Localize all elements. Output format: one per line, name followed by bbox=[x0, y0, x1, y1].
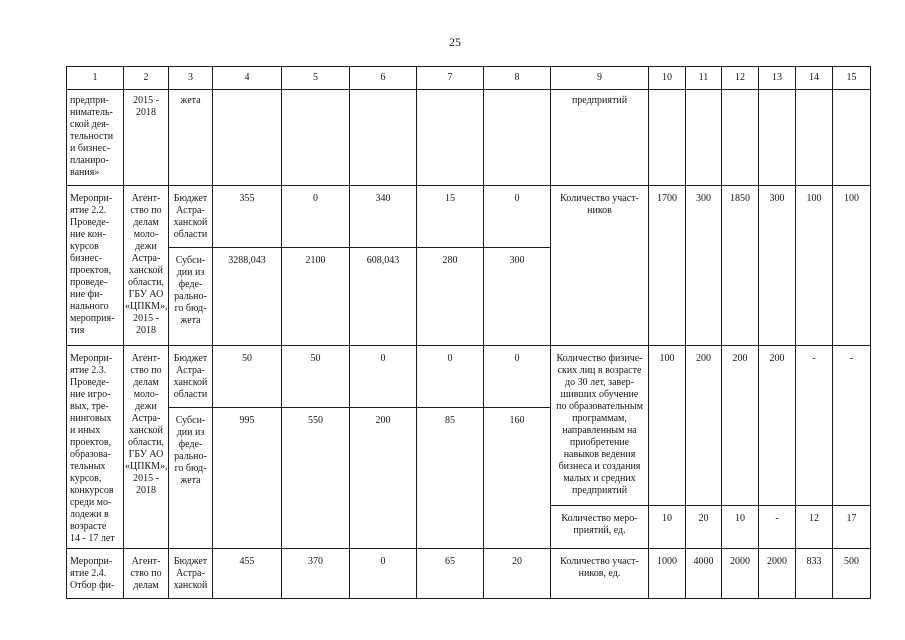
cell-target: 2000 bbox=[759, 549, 796, 599]
header-cell: 7 bbox=[417, 67, 484, 90]
cell-funding-source: жета bbox=[169, 90, 213, 186]
cell-funding-source: Бюджет Астра- ханской области bbox=[169, 186, 213, 248]
cell-target: - bbox=[833, 346, 871, 506]
cell-amount: 0 bbox=[350, 346, 417, 408]
cell-indicator: Количество физиче- ских лиц в возрасте до 30 лет, завер- шивших обучение по образовательным программам, направленным на приобретение навыков ведения бизнеса и создания малых и средних предприятий bbox=[551, 346, 649, 506]
cell-amount: 0 bbox=[484, 186, 551, 248]
cell-amount: 20 bbox=[484, 549, 551, 599]
cell-target: 1000 bbox=[649, 549, 686, 599]
cell-empty bbox=[649, 90, 686, 186]
cell-amount: 0 bbox=[282, 186, 350, 248]
cell-target: 4000 bbox=[686, 549, 722, 599]
cell-amount: 3288,043 bbox=[213, 248, 282, 346]
cell-empty bbox=[213, 90, 282, 186]
cell-empty bbox=[722, 90, 759, 186]
cell-target: 1700 bbox=[649, 186, 686, 346]
cell-target: 10 bbox=[649, 506, 686, 549]
cell-target: - bbox=[759, 506, 796, 549]
cell-amount: 550 bbox=[282, 408, 350, 549]
cell-target: 2000 bbox=[722, 549, 759, 599]
cell-activity: Меропри- ятие 2.3. Проведе- ние игро- вых, тре- нинговых и иных проектов, образова- тельных курсов, конкурсов среди мо- лодежи в возрасте 14 - 17 лет bbox=[67, 346, 124, 549]
cell-funding-source: Бюджет Астра- ханской bbox=[169, 549, 213, 599]
cell-indicator: Количество участ- ников, ед. bbox=[551, 549, 649, 599]
cell-funding-source: Субси- дии из феде- рально- го бюд- жета bbox=[169, 408, 213, 549]
cell-executor: Агент- ство по делам моло- дежи Астра- ханской области, ГБУ АО «ЦПКМ», 2015 - 2018 bbox=[124, 346, 169, 549]
cell-target: 833 bbox=[796, 549, 833, 599]
cell-amount: 50 bbox=[213, 346, 282, 408]
cell-empty bbox=[484, 90, 551, 186]
cell-amount: 0 bbox=[417, 346, 484, 408]
cell-activity: Меропри- ятие 2.4. Отбор фи- bbox=[67, 549, 124, 599]
header-cell: 8 bbox=[484, 67, 551, 90]
cell-amount: 15 bbox=[417, 186, 484, 248]
cell-target: 17 bbox=[833, 506, 871, 549]
cell-target: 100 bbox=[796, 186, 833, 346]
cell-amount: 455 bbox=[213, 549, 282, 599]
cell-indicator: Количество участ- ников bbox=[551, 186, 649, 346]
cell-target: 100 bbox=[833, 186, 871, 346]
cell-executor: Агент- ство по делам моло- дежи Астра- ханской области, ГБУ АО «ЦПКМ», 2015 - 2018 bbox=[124, 186, 169, 346]
page-number: 25 bbox=[449, 35, 461, 49]
table-row bbox=[67, 346, 871, 408]
cell-indicator: Количество меро- приятий, ед. bbox=[551, 506, 649, 549]
cell-amount: 355 bbox=[213, 186, 282, 248]
cell-empty bbox=[686, 90, 722, 186]
cell-funding-source: Субси- дии из феде- рально- го бюд- жета bbox=[169, 248, 213, 346]
cell-target: 12 bbox=[796, 506, 833, 549]
header-cell: 12 bbox=[722, 67, 759, 90]
header-cell: 4 bbox=[213, 67, 282, 90]
header-cell: 10 bbox=[649, 67, 686, 90]
cell-empty bbox=[833, 90, 871, 186]
cell-amount: 200 bbox=[350, 408, 417, 549]
cell-amount: 0 bbox=[484, 346, 551, 408]
cell-target: - bbox=[796, 346, 833, 506]
cell-target: 1850 bbox=[722, 186, 759, 346]
cell-indicator: предприятий bbox=[551, 90, 649, 186]
cell-amount: 85 bbox=[417, 408, 484, 549]
cell-target: 300 bbox=[759, 186, 796, 346]
header-cell: 15 bbox=[833, 67, 871, 90]
table-row bbox=[67, 90, 871, 186]
cell-empty bbox=[759, 90, 796, 186]
cell-amount: 65 bbox=[417, 549, 484, 599]
table-row bbox=[67, 186, 871, 248]
cell-target: 200 bbox=[722, 346, 759, 506]
cell-empty bbox=[796, 90, 833, 186]
cell-target: 100 bbox=[649, 346, 686, 506]
cell-empty bbox=[282, 90, 350, 186]
cell-target: 20 bbox=[686, 506, 722, 549]
table-header-row bbox=[67, 67, 871, 90]
cell-empty bbox=[417, 90, 484, 186]
cell-amount: 50 bbox=[282, 346, 350, 408]
cell-amount: 0 bbox=[350, 549, 417, 599]
cell-target: 200 bbox=[759, 346, 796, 506]
header-cell: 2 bbox=[124, 67, 169, 90]
header-cell: 14 bbox=[796, 67, 833, 90]
header-cell: 6 bbox=[350, 67, 417, 90]
header-cell: 11 bbox=[686, 67, 722, 90]
cell-amount: 280 bbox=[417, 248, 484, 346]
cell-activity: Меропри- ятие 2.2. Проведе- ние кон- курсов бизнес- проектов, проведе- ние фи- нального мероприя- тия bbox=[67, 186, 124, 346]
cell-amount: 995 bbox=[213, 408, 282, 549]
cell-amount: 160 bbox=[484, 408, 551, 549]
cell-funding-source: Бюджет Астра- ханской области bbox=[169, 346, 213, 408]
header-cell: 3 bbox=[169, 67, 213, 90]
cell-executor: 2015 - 2018 bbox=[124, 90, 169, 186]
cell-amount: 370 bbox=[282, 549, 350, 599]
cell-target: 300 bbox=[686, 186, 722, 346]
cell-executor: Агент- ство по делам bbox=[124, 549, 169, 599]
table-row bbox=[67, 549, 871, 599]
cell-amount: 608,043 bbox=[350, 248, 417, 346]
cell-target: 10 bbox=[722, 506, 759, 549]
cell-empty bbox=[350, 90, 417, 186]
cell-amount: 300 bbox=[484, 248, 551, 346]
header-cell: 9 bbox=[551, 67, 649, 90]
program-activities-table bbox=[66, 66, 871, 599]
cell-amount: 2100 bbox=[282, 248, 350, 346]
header-cell: 1 bbox=[67, 67, 124, 90]
cell-target: 200 bbox=[686, 346, 722, 506]
cell-activity: предпри- ниматель- ской дея- тельности и бизнес- планиро- вания» bbox=[67, 90, 124, 186]
header-cell: 13 bbox=[759, 67, 796, 90]
header-cell: 5 bbox=[282, 67, 350, 90]
cell-amount: 340 bbox=[350, 186, 417, 248]
cell-target: 500 bbox=[833, 549, 871, 599]
